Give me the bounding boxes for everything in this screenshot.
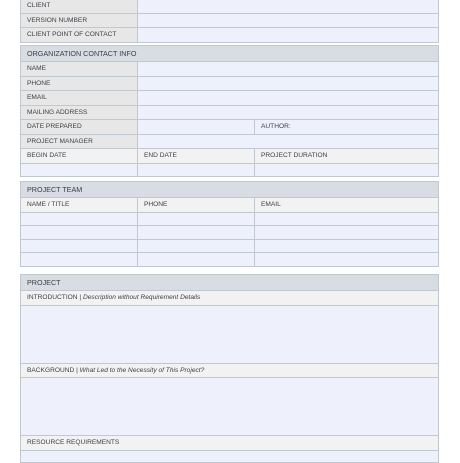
begin-date-label: BEGIN DATE <box>21 149 138 164</box>
team-name-cell[interactable] <box>21 226 138 240</box>
version-number-row <box>21 13 439 28</box>
org-contact-table <box>20 45 439 177</box>
background-label-row <box>21 363 439 378</box>
author-field[interactable] <box>255 120 439 135</box>
client-poc-row <box>21 28 439 43</box>
introduction-label-row <box>21 291 439 306</box>
team-name-cell[interactable] <box>21 253 138 267</box>
team-email-cell[interactable] <box>255 226 439 240</box>
client-poc-field[interactable] <box>138 28 439 43</box>
date-prepared-field[interactable] <box>138 120 255 135</box>
client-field[interactable] <box>138 0 439 13</box>
project-team-header: PROJECT TEAM <box>21 182 439 198</box>
team-name-cell[interactable] <box>21 212 138 226</box>
table-row <box>21 212 439 226</box>
team-phone-cell[interactable] <box>138 226 255 240</box>
team-email-cell[interactable] <box>255 239 439 253</box>
introduction-separator: | <box>79 294 82 301</box>
background-description: What Led to the Necessity of This Project? <box>79 366 205 374</box>
background-separator: | <box>76 366 78 374</box>
end-date-label: END DATE <box>138 149 255 164</box>
email-field[interactable] <box>138 91 439 106</box>
name-field[interactable] <box>138 62 439 77</box>
client-poc-label: CLIENT POINT OF CONTACT <box>21 28 138 43</box>
version-number-label: VERSION NUMBER <box>21 13 138 28</box>
client-row <box>21 0 439 13</box>
end-date-field[interactable] <box>138 163 255 177</box>
name-label: NAME <box>21 62 138 77</box>
version-number-field[interactable] <box>138 13 439 28</box>
team-name-cell[interactable] <box>21 239 138 253</box>
client-label: CLIENT <box>21 0 138 13</box>
phone-field[interactable] <box>138 76 439 91</box>
team-name-title-header: NAME / TITLE <box>21 198 138 213</box>
project-manager-label: PROJECT MANAGER <box>21 134 138 149</box>
resource-requirements-label: RESOURCE REQUIREMENTS <box>21 436 439 451</box>
table-row <box>21 239 439 253</box>
org-contact-header: ORGANIZATION CONTACT INFO <box>21 46 439 62</box>
mailing-address-field[interactable] <box>138 105 439 120</box>
background-label: BACKGROUND <box>27 366 75 374</box>
team-phone-cell[interactable] <box>138 253 255 267</box>
introduction-field[interactable] <box>21 305 439 363</box>
author-label: AUTHOR: <box>261 123 291 130</box>
project-team-table <box>20 181 439 267</box>
team-phone-header: PHONE <box>138 198 255 213</box>
email-label: EMAIL <box>21 91 138 106</box>
introduction-description: Description without Requirement Details <box>82 294 201 301</box>
team-email-header: EMAIL <box>255 198 439 213</box>
project-duration-label: PROJECT DURATION <box>255 149 439 164</box>
project-table <box>20 274 439 463</box>
mailing-address-label: MAILING ADDRESS <box>21 105 138 120</box>
team-email-cell[interactable] <box>255 212 439 226</box>
team-email-cell[interactable] <box>255 253 439 267</box>
project-header: PROJECT <box>21 275 439 291</box>
resource-requirements-field[interactable] <box>21 450 439 462</box>
project-manager-field[interactable] <box>138 134 439 149</box>
table-row <box>21 226 439 240</box>
background-field[interactable] <box>21 378 439 436</box>
introduction-label: INTRODUCTION <box>27 294 78 301</box>
team-phone-cell[interactable] <box>138 212 255 226</box>
table-row <box>21 253 439 267</box>
phone-label: PHONE <box>21 76 138 91</box>
date-prepared-label: DATE PREPARED <box>21 120 138 135</box>
team-phone-cell[interactable] <box>138 239 255 253</box>
project-duration-field[interactable] <box>255 163 439 177</box>
begin-date-field[interactable] <box>21 163 138 177</box>
client-info-table <box>20 0 439 43</box>
